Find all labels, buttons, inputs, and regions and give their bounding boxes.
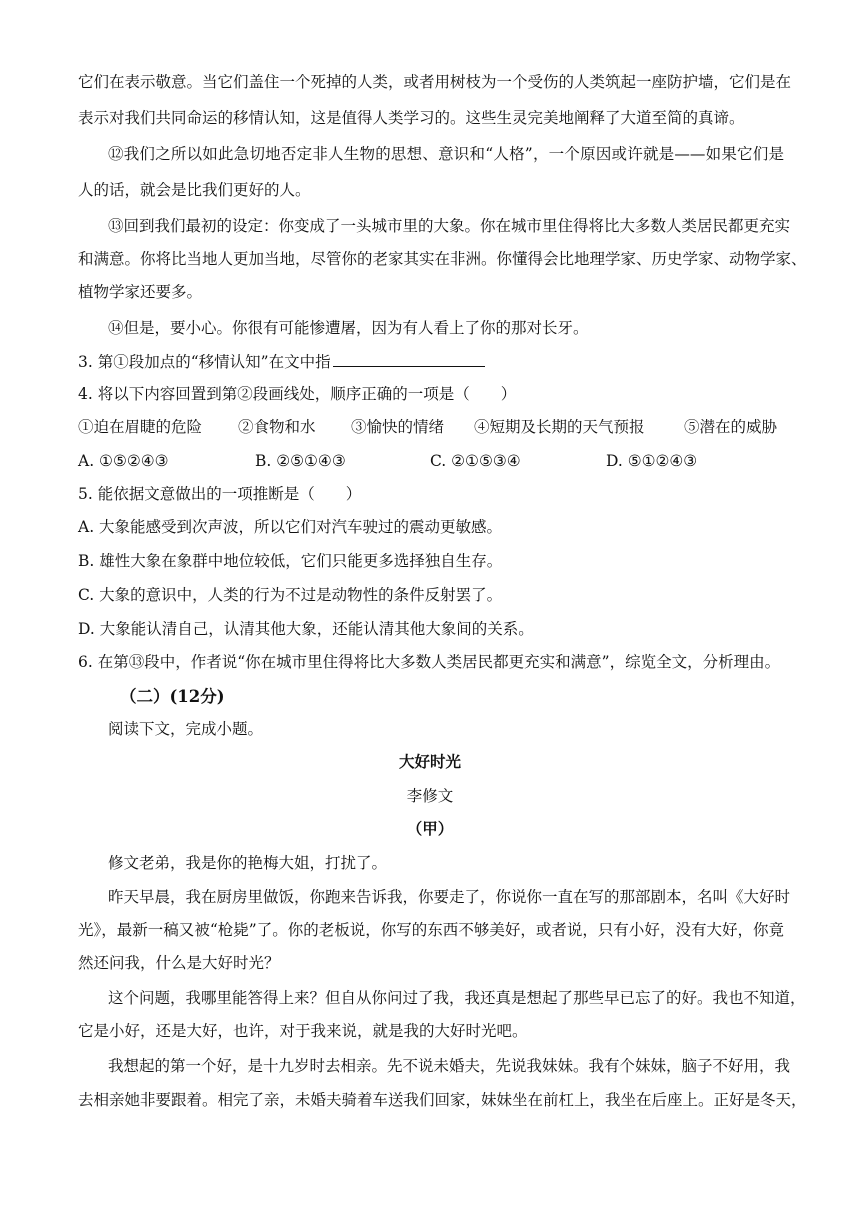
item-5: ⑤潜在的威胁: [684, 418, 778, 436]
question-3: [78, 352, 784, 372]
question-4-items: [78, 417, 784, 437]
article-author: 李修文: [406, 787, 454, 805]
passage2-p4-line-1: 我想起的第一个好，是十九岁时去相亲。先不说未婚夫，先说我妹妹。我有个妹妹，脑子不好用，我: [108, 1057, 791, 1075]
question-4-options: [78, 451, 784, 471]
q5-option-c[interactable]: C. 大象的意识中，人类的行为不过是动物性的条件反射罢了。: [78, 586, 503, 604]
paragraph-11-line-1: 它们在表示敬意。当它们盖住一个死掉的人类，或者用树枝为一个受伤的人类筑起一座防护墙，它们是在: [78, 73, 792, 91]
item-2: ②食物和水: [238, 418, 316, 436]
paragraph-14: ⑭但是，要小心。你很有可能惨遭屠，因为有人看上了你的那对长牙。: [108, 319, 589, 337]
passage2-p2-line-2: 光》，最新一稿又被“枪毙”了。你的老板说，你写的东西不够美好，或者说，只有小好，没有大好，你竟: [78, 921, 784, 939]
passage2-p1: 修文老弟，我是你的艳梅大姐，打扰了。: [108, 854, 388, 872]
section-instruction: 阅读下文，完成小题。: [108, 720, 264, 738]
paragraph-13-line-3: 植物学家还要多。: [78, 283, 203, 301]
passage2-p3-line-2: 它是小好，还是大好，也许，对于我来说，就是我的大好时光吧。: [78, 1022, 528, 1040]
q5-option-d[interactable]: D. 大象能认清自己，认清其他大象，还能认清其他大象间的关系。: [78, 620, 534, 638]
passage2-p4-line-2: 去相亲她非要跟着。相完了亲，未婚夫骑着车送我们回家，妹妹坐在前杠上，我坐在后座上。正好是冬天，: [78, 1091, 807, 1109]
article-title: 大好时光: [398, 752, 461, 771]
paragraph-12-line-2: 人的话，就会是比我们更好的人。: [78, 181, 311, 199]
q5-option-b[interactable]: B. 雄性大象在象群中地位较低，它们只能更多选择独自生存。: [78, 552, 503, 570]
paragraph-13-line-2: 和满意。你将比当地人更加当地，尽管你的老家其实在非洲。你懂得会比地理学家、历史学家、动物学家、: [78, 250, 807, 268]
paragraph-12-line-1: ⑫我们之所以如此急切地否定非人生物的思想、意识和“人格”，一个原因或许就是——如果它们是: [108, 145, 784, 163]
paragraph-11-line-2: 表示对我们共同命运的移情认知，这是值得人类学习的。这些生灵完美地阐释了大道至简的真谛。: [78, 109, 745, 127]
paragraph-13-line-1: ⑬回到我们最初的设定：你变成了一头城市里的大象。你在城市里住得将比大多数人类居民都更充实: [108, 217, 791, 235]
question-3-text: 3. 第①段加点的“移情认知”在文中指: [78, 353, 331, 371]
question-5: 5. 能依据文意做出的一项推断是（ ）: [78, 485, 362, 503]
question-6: 6. 在第⑬段中，作者说“你在城市里住得将比大多数人类居民都更充实和满意”，综览全文，分析理由。: [78, 653, 781, 671]
answer-blank[interactable]: [333, 352, 485, 367]
passage2-p2-line-3: 然还问我，什么是大好时光？: [78, 954, 280, 972]
item-3: ③愉快的情绪: [351, 418, 445, 436]
q5-option-a[interactable]: A. 大象能感受到次声波，所以它们对汽车驶过的震动更敏感。: [78, 518, 503, 536]
item-1: ①迫在眉睫的危险: [78, 418, 203, 436]
option-c[interactable]: C. ②①⑤③④: [430, 452, 521, 470]
option-d[interactable]: D. ⑤①②④③: [606, 452, 698, 470]
question-4: 4. 将以下内容回置到第②段画线处，顺序正确的一项是（ ）: [78, 385, 517, 403]
option-a[interactable]: A. ①⑤②④③: [78, 452, 169, 470]
passage2-p2-line-1: 昨天早晨，我在厨房里做饭，你跑来告诉我，你要走了，你说你一直在写的那部剧本，名叫《大好时: [108, 888, 791, 906]
section-heading: （二）(12分): [120, 687, 225, 706]
article-part: （甲）: [406, 819, 454, 838]
item-4: ④短期及长期的天气预报: [474, 418, 645, 436]
passage2-p3-line-1: 这个问题，我哪里能答得上来？但自从你问过了我，我还真是想起了那些早已忘了的好。我也不知道，: [108, 989, 806, 1007]
option-b[interactable]: B. ②⑤①④③: [255, 452, 346, 470]
